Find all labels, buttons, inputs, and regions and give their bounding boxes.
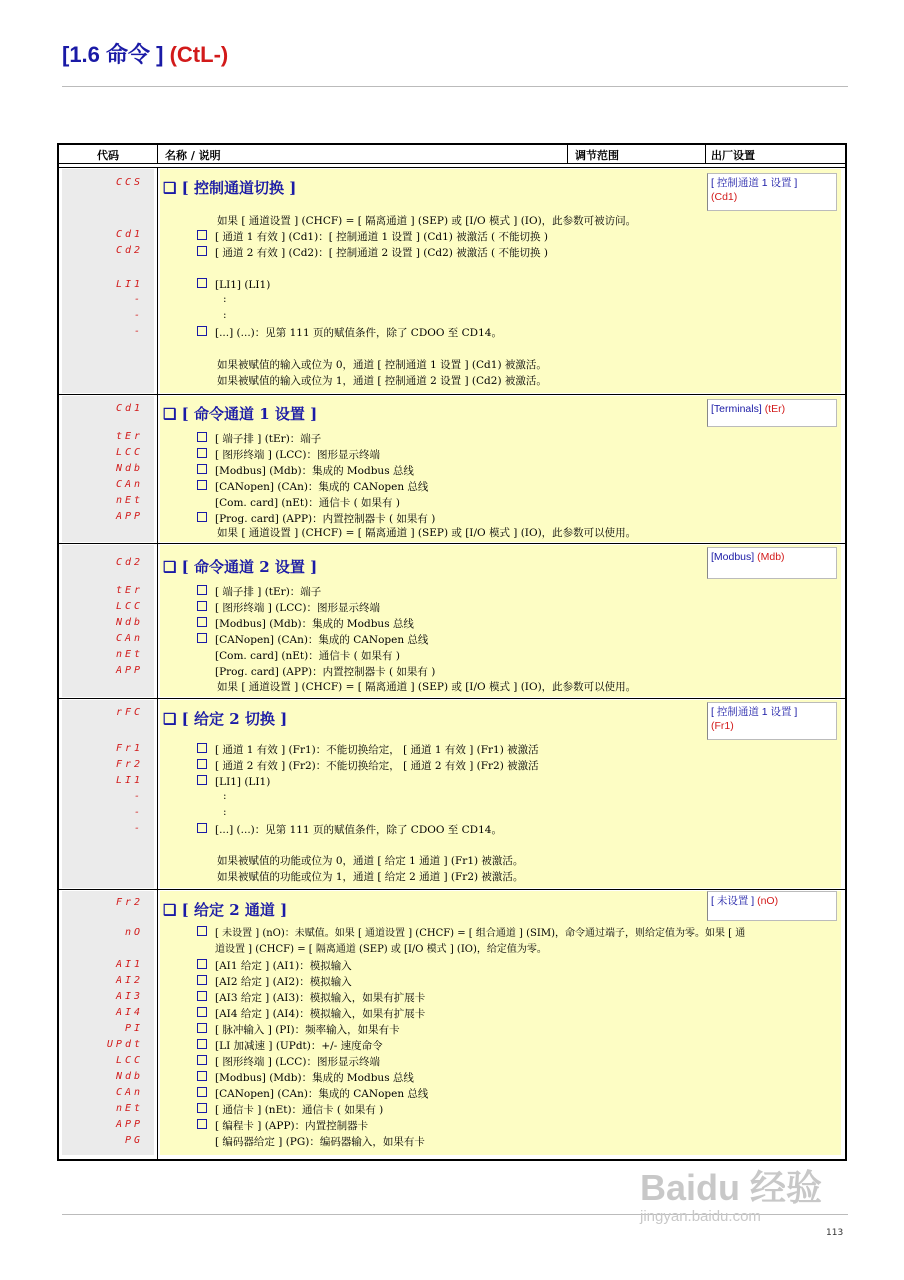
param-code: - [133, 807, 143, 818]
checkbox-icon [197, 775, 207, 785]
param-code: - [133, 791, 143, 802]
checkbox-icon [197, 480, 207, 490]
checkbox-icon [197, 617, 207, 627]
ellipsis-line: : [223, 806, 227, 818]
param-code: LI1 [115, 775, 143, 786]
param-code: tEr [115, 431, 143, 442]
param-code: UPdt [106, 1039, 143, 1050]
param-code: Cd1 [115, 403, 143, 414]
option-line: [AI3 给定 ] (AI3)：模拟输入，如果有扩展卡 [197, 990, 425, 1006]
desc-line: 如果 [ 通道设置 ] (CHCF) = [ 隔离通道 ] (SEP) 或 [I/O 模式 ] (IO)，此参数可以使用。 [217, 527, 637, 539]
option-line: [ 端子排 ] (tEr)：端子 [197, 584, 321, 600]
param-code: CCS [115, 177, 143, 188]
param-code: nEt [115, 649, 143, 660]
factory-setting [707, 399, 837, 427]
option-line: [Com. card] (nEt)：通信卡 ( 如果有 ) [215, 497, 400, 509]
checkbox-icon [197, 959, 207, 969]
option-line: [ 未设置 ] (nO)：未赋值。如果 [ 通道设置 ] (CHCF) = [ 组合通道 ] (SIM)，命令通过端子，则给定值为零。如果 [ 通 [197, 926, 745, 942]
checkbox-icon [197, 601, 207, 611]
checkbox-icon [197, 1103, 207, 1113]
option-line: [LI1] (LI1) [197, 774, 270, 790]
checkbox-icon [197, 1055, 207, 1065]
param-code: - [133, 823, 143, 834]
factory-code: (Fr1) [711, 720, 734, 732]
param-code: AI4 [115, 1007, 143, 1018]
factory-name: [Modbus] [711, 551, 755, 563]
option-line: [CANopen] (CAn)：集成的 CANopen 总线 [197, 632, 428, 648]
factory-code: (tEr) [764, 403, 786, 415]
option-line: [...] (...)：见第 111 页的赋值条件，除了 CDOO 至 CD14。 [197, 325, 502, 341]
param-code: Fr2 [115, 897, 143, 908]
desc-line: 如果 [ 通道设置 ] (CHCF) = [ 隔离通道 ] (SEP) 或 [I/O 模式 ] (IO)，此参数可被访问。 [217, 215, 637, 227]
option-line: [ 通道 1 有效 ] (Cd1)：[ 控制通道 1 设置 ] (Cd1) 被激活 ( 不能切换 ) [197, 229, 548, 245]
checkbox-icon [197, 230, 207, 240]
param-code: CAn [115, 479, 143, 490]
factory-code: (Mdb) [757, 551, 785, 563]
param-code: PG [124, 1135, 143, 1146]
param-code: - [133, 326, 143, 337]
option-line: [ 脉冲输入 ] (PI)：频率输入，如果有卡 [197, 1022, 400, 1038]
param-code: nEt [115, 495, 143, 506]
param-code: - [133, 294, 143, 305]
checkbox-icon [197, 991, 207, 1001]
option-line: [Modbus] (Mdb)：集成的 Modbus 总线 [197, 463, 414, 479]
param-code: Fr1 [115, 743, 143, 754]
header-factory: 出厂设置 [711, 149, 755, 162]
param-code: - [133, 310, 143, 321]
param-code: LI1 [115, 279, 143, 290]
checkbox-icon [197, 633, 207, 643]
param-code: AI2 [115, 975, 143, 986]
header-code: 代码 [97, 149, 119, 162]
col-divider [157, 145, 158, 163]
desc-line: 如果被赋值的输入或位为 0，通道 [ 控制通道 1 设置 ] (Cd1) 被激活。 [217, 359, 547, 371]
param-code: LCC [115, 1055, 143, 1066]
checkbox-icon [197, 1007, 207, 1017]
option-line: [Prog. card] (APP)：内置控制器卡 ( 如果有 ) [215, 666, 436, 678]
param-code: LCC [115, 447, 143, 458]
title-prefix: [1.6 命令 ] [62, 42, 164, 67]
param-code: CAn [115, 633, 143, 644]
checkbox-icon [197, 743, 207, 753]
section-title: ❑ [ 控制通道切换 ] [163, 179, 297, 197]
col-divider [567, 145, 568, 163]
option-line: [AI2 给定 ] (AI2)：模拟输入 [197, 974, 352, 990]
param-code: LCC [115, 601, 143, 612]
row-divider [59, 889, 845, 890]
option-line: [ 图形终端 ] (LCC)：图形显示终端 [197, 447, 380, 463]
option-line: [ 通道 1 有效 ] (Fr1)：不能切换给定， [ 通道 1 有效 ] (Fr1) 被激活 [197, 742, 539, 758]
checkbox-icon [197, 759, 207, 769]
parameter-table [57, 143, 847, 1161]
checkbox-icon [197, 585, 207, 595]
page-number: 113 [826, 1228, 844, 1238]
watermark-logo: Baidu 经验 [640, 1167, 823, 1208]
option-line: [ 通信卡 ] (nEt)：通信卡 ( 如果有 ) [197, 1102, 383, 1118]
option-line: [CANopen] (CAn)：集成的 CANopen 总线 [197, 1086, 428, 1102]
option-line: [ 编程卡 ] (APP)：内置控制器卡 [197, 1118, 368, 1134]
param-code: Ndb [115, 617, 143, 628]
option-line: [Modbus] (Mdb)：集成的 Modbus 总线 [197, 616, 414, 632]
option-line: [ 编码器给定 ] (PG)：编码器输入，如果有卡 [215, 1136, 425, 1148]
checkbox-icon [197, 1087, 207, 1097]
option-line: [Com. card] (nEt)：通信卡 ( 如果有 ) [215, 650, 400, 662]
option-line: [ 端子排 ] (tEr)：端子 [197, 431, 321, 447]
section-title: ❑ [ 命令通道 2 设置 ] [163, 558, 318, 576]
header-divider-2 [59, 167, 845, 168]
ellipsis-line: : [223, 309, 227, 321]
checkbox-icon [197, 1119, 207, 1129]
option-line: [LI1] (LI1) [197, 277, 270, 293]
factory-setting [707, 702, 837, 740]
desc-line: 如果被赋值的功能或位为 0，通道 [ 给定 1 通道 ] (Fr1) 被激活。 [217, 855, 524, 867]
option-line: [ 图形终端 ] (LCC)：图形显示终端 [197, 600, 380, 616]
option-line: [LI 加减速 ] (UPdt)：+/- 速度命令 [197, 1038, 383, 1054]
param-code: APP [115, 1119, 143, 1130]
option-line: [ 图形终端 ] (LCC)：图形显示终端 [197, 1054, 380, 1070]
param-code: APP [115, 511, 143, 522]
ellipsis-line: : [223, 790, 227, 802]
checkbox-icon [197, 975, 207, 985]
factory-name: [ 控制通道 1 设置 ] [711, 706, 798, 718]
checkbox-icon [197, 464, 207, 474]
option-line: [Prog. card] (APP)：内置控制器卡 ( 如果有 ) [197, 511, 435, 527]
option-line: [Modbus] (Mdb)：集成的 Modbus 总线 [197, 1070, 414, 1086]
option-line: [CANopen] (CAn)：集成的 CANopen 总线 [197, 479, 428, 495]
factory-setting [707, 891, 837, 921]
page-title [62, 38, 228, 69]
watermark-url: jingyan.baidu.com [640, 1208, 761, 1225]
col-divider [705, 145, 706, 163]
checkbox-icon [197, 1023, 207, 1033]
section-title: ❑ [ 命令通道 1 设置 ] [163, 405, 318, 423]
checkbox-icon [197, 432, 207, 442]
param-code: Cd2 [115, 245, 143, 256]
checkbox-icon [197, 823, 207, 833]
checkbox-icon [197, 326, 207, 336]
param-code: APP [115, 665, 143, 676]
param-code: tEr [115, 585, 143, 596]
checkbox-icon [197, 1071, 207, 1081]
param-code: CAn [115, 1087, 143, 1098]
row-divider [59, 698, 845, 699]
checkbox-icon [197, 246, 207, 256]
top-divider [62, 86, 848, 87]
param-code: Fr2 [115, 759, 143, 770]
desc-line: 如果被赋值的功能或位为 1，通道 [ 给定 2 通道 ] (Fr2) 被激活。 [217, 871, 524, 883]
desc-line: 道设置 ] (CHCF) = [ 隔离通道 (SEP) 或 [I/O 模式 ] (IO)，给定值为零。 [215, 944, 547, 955]
header-name: 名称 / 说明 [165, 149, 221, 162]
title-code: (CtL-) [169, 42, 229, 67]
checkbox-icon [197, 512, 207, 522]
row-divider [59, 394, 845, 395]
section-title: ❑ [ 给定 2 切换 ] [163, 710, 288, 728]
param-code: AI1 [115, 959, 143, 970]
factory-setting [707, 547, 837, 579]
checkbox-icon [197, 278, 207, 288]
table-header [59, 145, 845, 163]
desc-line: 如果被赋值的输入或位为 1，通道 [ 控制通道 2 设置 ] (Cd2) 被激活。 [217, 375, 547, 387]
checkbox-icon [197, 448, 207, 458]
section-title: ❑ [ 给定 2 通道 ] [163, 901, 288, 919]
option-line: [ 通道 2 有效 ] (Fr2)：不能切换给定， [ 通道 2 有效 ] (Fr2) 被激活 [197, 758, 539, 774]
factory-code: (Cd1) [711, 191, 738, 203]
param-code: Cd1 [115, 229, 143, 240]
col-divider [157, 167, 158, 1161]
param-code: nEt [115, 1103, 143, 1114]
row-divider [59, 543, 845, 544]
param-code: rFC [115, 707, 143, 718]
factory-setting [707, 173, 837, 211]
option-line: [AI4 给定 ] (AI4)：模拟输入，如果有扩展卡 [197, 1006, 425, 1022]
option-line: [...] (...)：见第 111 页的赋值条件，除了 CDOO 至 CD14。 [197, 822, 502, 838]
header-range: 调节范围 [575, 149, 619, 162]
param-code: PI [124, 1023, 143, 1034]
checkbox-icon [197, 926, 207, 936]
factory-code: (nO) [757, 895, 779, 907]
option-line: [ 通道 2 有效 ] (Cd2)：[ 控制通道 2 设置 ] (Cd2) 被激活 ( 不能切换 ) [197, 245, 548, 261]
header-divider [59, 163, 845, 164]
checkbox-icon [197, 1039, 207, 1049]
factory-name: [ 未设置 ] [711, 895, 755, 907]
factory-name: [ 控制通道 1 设置 ] [711, 177, 798, 189]
param-code: Ndb [115, 463, 143, 474]
option-line: [AI1 给定 ] (AI1)：模拟输入 [197, 958, 352, 974]
param-code: Cd2 [115, 557, 143, 568]
param-code: nO [124, 927, 143, 938]
param-code: AI3 [115, 991, 143, 1002]
ellipsis-line: : [223, 293, 227, 305]
desc-line: 如果 [ 通道设置 ] (CHCF) = [ 隔离通道 ] (SEP) 或 [I/O 模式 ] (IO)，此参数可以使用。 [217, 681, 637, 693]
param-code: Ndb [115, 1071, 143, 1082]
factory-name: [Terminals] [711, 403, 762, 415]
